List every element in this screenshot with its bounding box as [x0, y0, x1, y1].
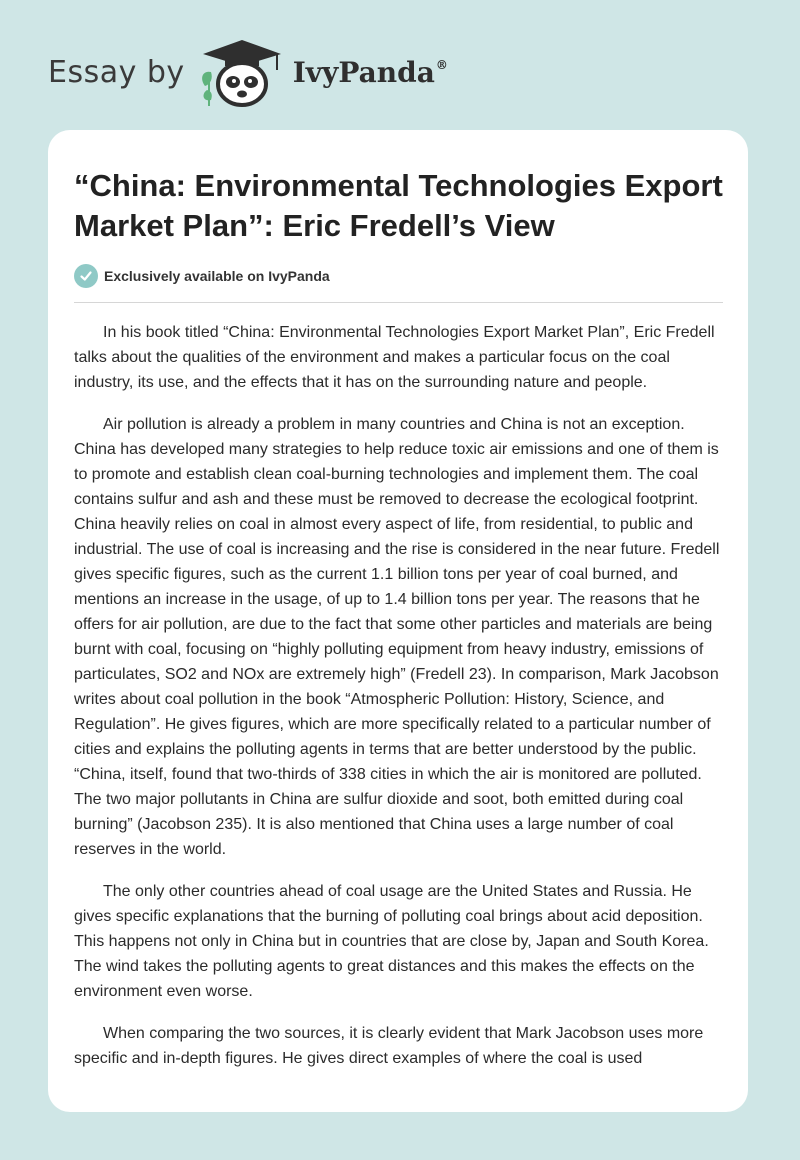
paragraph: In his book titled “China: Environmental Technologies Export Market Plan”, Eric Fredell talks about the qualities of the environment and makes a particular focus on the coal industry, its use, and the effects that it has on the surrounding nature and people.: [74, 324, 715, 391]
essay-card: [48, 130, 748, 1112]
brand-name[interactable]: [293, 56, 448, 89]
paragraph: When comparing the two sources, it is clearly evident that Mark Jacobson uses more specific and in-depth figures. He gives direct examples of where the coal is used: [74, 1025, 704, 1067]
check-circle-icon: [74, 264, 98, 288]
essay-by-label: Essay by: [48, 54, 185, 90]
essay-body: [74, 320, 724, 1088]
exclusive-badge: [74, 264, 330, 288]
site-header: [48, 34, 548, 110]
brand-text: IvyPanda: [292, 55, 435, 89]
page-title: “China: Environmental Technologies Export Market Plan”: Eric Fredell’s View: [74, 168, 723, 243]
registered-mark: ®: [435, 57, 448, 72]
panda-graduate-logo[interactable]: [197, 34, 287, 110]
paragraph: Air pollution is already a problem in many countries and China is not an exception. China has developed many strategies to help reduce toxic air emissions and one of them is to promote and establish clean coal-burning technologies and implement them. The coal contains sulfur and ash and these must be removed to decrease the ecological footprint. China heavily relies on coal in almost every aspect of life, from residential, to public and industrial. The use of coal is increasing and the rise is considered in the near future. Fredell gives specific figures, such as the current 1.1 billion tons per year of coal burned, and mentions an increase in the usage, of up to 1.4 billion tons per year. The reasons that he offers for air pollution, are due to the fact that some other particles and materials are being burnt with coal, focusing on “highly polluting equipment from heavy industry, emissions of particulates, SO2 and NOx are extremely high” (Fredell 23). In comparison, Mark Jacobson writes about coal pollution in the book “Atmospheric Pollution: History, Science, and Regulation”. He gives figures, which are more specifically related to a particular number of cities and explains the polluting agents in terms that are better understood by the public. “China, itself, found that two-thirds of 338 cities in which the air is monitored are polluted. The two major pollutants in China are sulfur dioxide and soot, both emitted during coal burning” (Jacobson 235). It is also mentioned that China uses a large number of coal reserves in the world.: [74, 416, 720, 858]
exclusive-badge-label: Exclusively available on IvyPanda: [104, 268, 330, 284]
divider: [74, 302, 723, 303]
paragraph: The only other countries ahead of coal usage are the United States and Russia. He gives specific explanations that the burning of polluting coal brings about acid deposition. This happens not only in China but in countries that are close by, Japan and South Korea. The wind takes the polluting agents to great distances and this makes the effects on the environment even worse.: [74, 883, 709, 1000]
